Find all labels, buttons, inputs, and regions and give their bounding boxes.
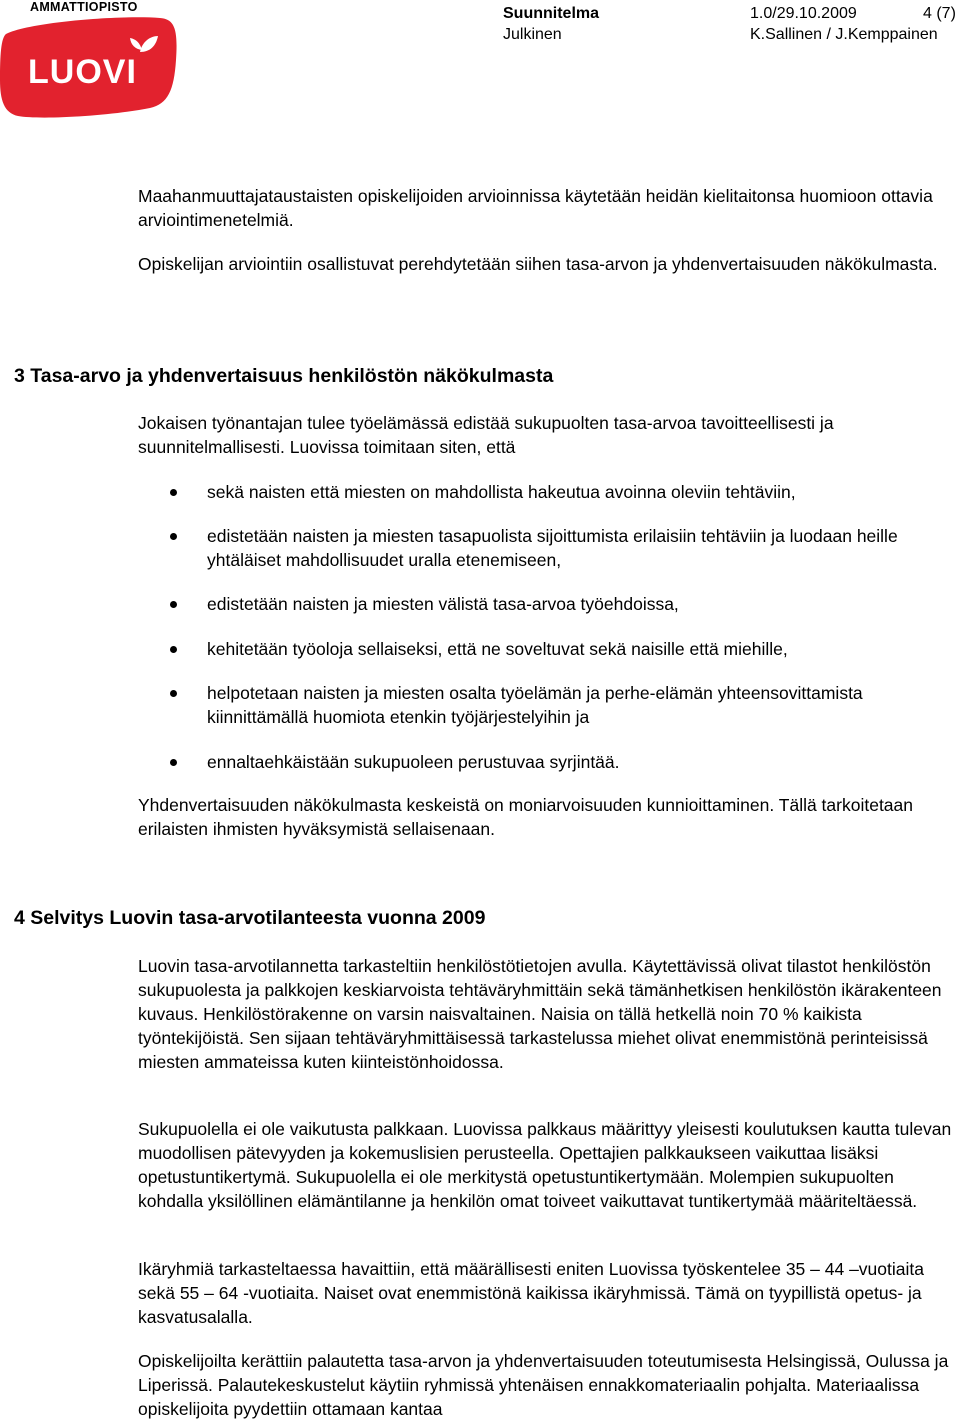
logo-top-text: AMMATTIOPISTO (30, 0, 138, 14)
list-item-text: ennaltaehkäistään sukupuoleen perustuvaa syrjintää. (207, 752, 620, 772)
list-item (207, 480, 927, 504)
bullet-icon (170, 601, 177, 608)
logo-text: LUOVI (28, 53, 137, 91)
list-item (207, 681, 927, 729)
list-item-text: edistetään naisten ja miesten tasapuolista sijoittumista erilaisiin tehtäviin ja luodaan heille yhtäläiset mahdollisuudet uralla etenemiseen, (207, 526, 898, 570)
section-3-heading: 3 Tasa-arvo ja yhdenvertaisuus henkilöstön näkökulmasta (14, 365, 554, 387)
section-4-paragraph-1: Luovin tasa-arvotilannetta tarkasteltiin henkilöstötietojen avulla. Käytettävissä olivat tilastot henkilöstön sukupuolesta ja palkkojen keskiarvoista tehtäväryhmittäin sekä tämänhetkisen henkilöstön ikärakenteen kuvaus. Henkilöstörakenne on varsin naisvaltainen. Naisia on tällä hetkellä noin 70 % kaikista työntekijöistä. Sen sijaan tehtäväryhmittäisessä tarkastelussa miehet olivat enemmistönä perinteisissä miesten ammateissa kuten kiinteistönhoidossa. (138, 956, 942, 1072)
document-classification: Julkinen (503, 26, 562, 43)
list-item-text: sekä naisten että miesten on mahdollista hakeutua avoinna oleviin tehtäviin, (207, 482, 796, 502)
list-item (207, 750, 927, 774)
luovi-logo (0, 0, 180, 120)
section-4-paragraph-3: Ikäryhmiä tarkasteltaessa havaittiin, että määrällisesti eniten Luovissa työskentelee 35 – 44 –vuotiaita sekä 55 – 64 -vuotiaita. Naiset ovat enemmistönä kaikissa ikäryhmissä. Tämä on tyypillistä opetus- ja kasvatusalalla. (138, 1259, 924, 1327)
list-item-text: helpotetaan naisten ja miesten osalta työelämän ja perhe-elämän yhteensovittamista kiinnittämällä huomiota etenkin työjärjestelyihin ja (207, 683, 863, 727)
paragraph-assessment-participants: Opiskelijan arviointiin osallistuvat perehdytetään siihen tasa-arvon ja yhdenvertaisuuden näkökulmasta. (138, 254, 938, 274)
document-version-date: 1.0/29.10.2009 (750, 5, 857, 22)
list-item (207, 524, 927, 572)
section-4-paragraph-2: Sukupuolella ei ole vaikutusta palkkaan. Luovissa palkkaus määrittyy yleisesti koulutuksen kautta tulevan muodollisen pätevyyden ja kokemuslisien perusteella. Opettajien palkkaukseen vaikuttaa lisäksi opetustuntikertymä. Sukupuolella ei ole merkitystä opetustuntikertymään. Molempien sukupuolten kohdalla yksilöllinen elämäntilanne ja henkilön omat toiveet vaikuttavat tuntikertymää määriteltäessä. (138, 1119, 952, 1211)
section-3-outro: Yhdenvertaisuuden näkökulmasta keskeistä on moniarvoisuuden kunnioittaminen. Tällä tarkoitetaan erilaisten ihmisten hyväksymistä sellaisenaan. (138, 795, 914, 839)
page-number: 4 (7) (923, 5, 956, 22)
list-item (207, 637, 927, 661)
document-type: Suunnitelma (503, 5, 600, 22)
list-item-text: kehitetään työoloja sellaiseksi, että ne soveltuvat sekä naisille että miehille, (207, 639, 788, 659)
bullet-icon (170, 759, 177, 766)
bullet-icon (170, 533, 177, 540)
bullet-icon (170, 690, 177, 697)
bullet-icon (170, 489, 177, 496)
paragraph-assessment-immigrants: Maahanmuuttajataustaisten opiskelijoiden arvioinnissa käytetään heidän kielitaitonsa huomioon ottavia arviointimenetelmiä. (138, 186, 933, 230)
section-4-heading: 4 Selvitys Luovin tasa-arvotilanteesta vuonna 2009 (14, 907, 486, 929)
section-3-intro: Jokaisen työnantajan tulee työelämässä edistää sukupuolten tasa-arvoa tavoitteellisesti ja suunnitelmallisesti. Luovissa toimitaan siten, että (138, 413, 834, 457)
bullet-icon (170, 646, 177, 653)
section-4-paragraph-4: Opiskelijoilta kerättiin palautetta tasa-arvon ja yhdenvertaisuuden toteutumisesta Helsingissä, Oulussa ja Liperissä. Palautekeskustelut käytiin ryhmissä yhtenäisen ennakkomateriaalin pohjalta. Materiaalissa opiskelijoita pyydettiin ottamaan kantaa (138, 1351, 949, 1419)
list-item (207, 592, 927, 616)
list-item-text: edistetään naisten ja miesten välistä tasa-arvoa työehdoissa, (207, 594, 679, 614)
document-authors: K.Sallinen / J.Kemppainen (750, 26, 938, 43)
